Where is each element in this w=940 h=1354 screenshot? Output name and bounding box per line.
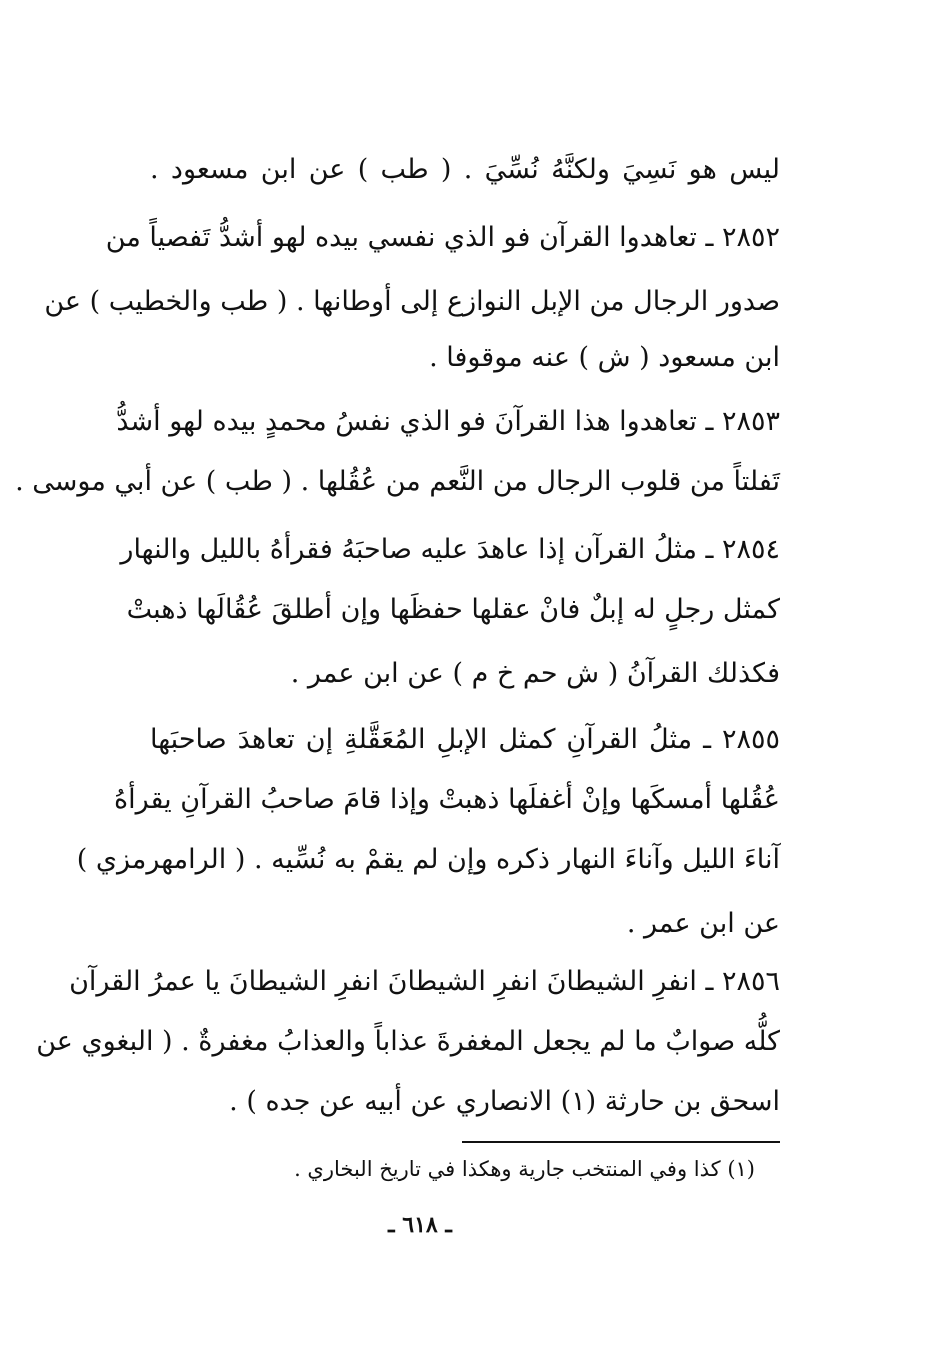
footnote-divider: [462, 1141, 780, 1143]
page-number: ـ ٦١٨ ـ: [388, 1212, 452, 1238]
text-line-1: ليس هو نَسِيَ ولكنَّهُ نُسِّيَ . ( طب ) عن ابن مسعود .: [150, 154, 780, 185]
text-line-16: اسحق بن حارثة (١) الانصاري عن أبيه عن جده ) .: [229, 1086, 780, 1117]
text-line-3: صدور الرجال من الإبل النوازع إلى أوطانها . ( طب والخطيب ) عن: [44, 286, 780, 317]
text-line-13: عن ابن عمر .: [626, 908, 780, 939]
text-line-9: فكذلك القرآنُ ( ش حم خ م ) عن ابن عمر .: [290, 658, 780, 689]
text-line-12: آناءَ الليل وآناءَ النهار ذكره وإن لم يقمْ به نُسِّيه . ( الرامهرمزي ): [76, 844, 780, 875]
text-line-14: ٢٨٥٦ ـ انفرِ الشيطانَ انفرِ الشيطانَ انفرِ الشيطانَ يا عمرُ القرآن: [69, 966, 780, 997]
text-line-8: كمثل رجلٍ له إبلٌ فانْ عقلها حفظَها وإن أطلقَ عُقُالَها ذهبتْ: [126, 594, 780, 625]
text-line-4: ابن مسعود ( ش ) عنه موقوفا .: [429, 342, 780, 373]
text-line-10: ٢٨٥٥ ـ مثلُ القرآنِ كمثل الإبلِ المُعَقَّلةِ إن تعاهدَ صاحبَها: [150, 724, 780, 755]
text-line-2: ٢٨٥٢ ـ تعاهدوا القرآن فو الذي نفسي بيده لهو أشدُّ تَفصياً من: [105, 222, 780, 253]
text-line-5: ٢٨٥٣ ـ تعاهدوا هذا القرآنَ فو الذي نفسُ محمدٍ بيده لهو أشدُّ: [116, 406, 780, 437]
text-line-7: ٢٨٥٤ ـ مثلُ القرآن إذا عاهدَ عليه صاحبَهُ فقرأهُ بالليل والنهار: [120, 534, 780, 565]
text-line-6: تَفلتاً من قلوب الرجال من النَّعم من عُقُلها . ( طب ) عن أبي موسى .: [15, 466, 780, 497]
text-line-15: كلُّه صوابٌ ما لم يجعل المغفرةَ عذاباً والعذابُ مغفرةٌ . ( البغوي عن: [36, 1026, 780, 1057]
text-line-11: عُقُلها أمسكَها وإنْ أغفلَها ذهبتْ وإذا قامَ صاحبُ القرآنِ يقرأهُ: [113, 784, 780, 815]
footnote: (١) كذا وفي المنتخب جارية وهكذا في تاريخ البخاري .: [294, 1157, 755, 1181]
